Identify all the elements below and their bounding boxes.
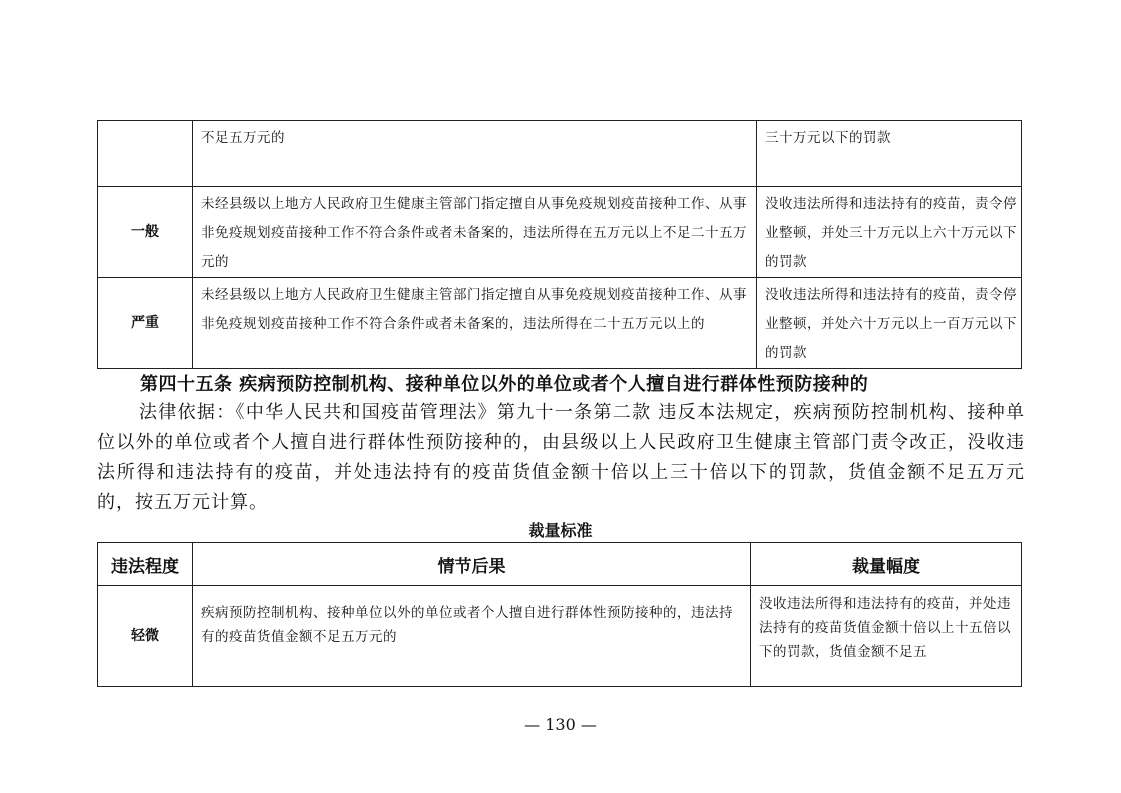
article-body: 法律依据：《中华人民共和国疫苗管理法》第九十一条第二款 违反本法规定，疾病预防控制机构、接种单位以外的单位或者个人擅自进行群体性预防接种的，由县级以上人民政府卫生健康主管部门责令改正，没收违法所得和违法持有的疫苗，并处违法持有的疫苗货值金额十倍以上三十倍以下的罚款，货值金额不足五万元的，按五万元计算。 [97, 402, 1025, 513]
header-penalty: 裁量幅度 [751, 543, 1022, 586]
table-row [98, 187, 1022, 278]
table-row [98, 121, 1022, 187]
penalty-cell [751, 586, 1022, 687]
article-title: 第四十五条 疾病预防控制机构、接种单位以外的单位或者个人擅自进行群体性预防接种的 [140, 374, 869, 395]
penalty-table-continued [97, 120, 1022, 369]
header-severity: 违法程度 [98, 543, 193, 586]
penalty-cell: 没收违法所得和违法持有的疫苗，责令停业整顿，并处六十万元以上一百万元以下的罚款 [757, 278, 1022, 369]
page-number: — 130 — [524, 715, 597, 734]
severity-cell: 严重 [98, 278, 193, 369]
table-header-row [98, 543, 1022, 586]
header-circumstance: 情节后果 [193, 543, 751, 586]
penalty-text: 没收违法所得和违法持有的疫苗，并处违法持有的疫苗货值金额十倍以上十五倍以下的罚款，货值金额不足五 [759, 596, 1011, 660]
circumstance-cell: 未经县级以上地方人民政府卫生健康主管部门指定擅自从事免疫规划疫苗接种工作、从事非免疫规划疫苗接种工作不符合条件或者未备案的，违法所得在二十五万元以上的 [193, 278, 757, 369]
severity-cell: 一般 [98, 187, 193, 278]
penalty-cell: 三十万元以下的罚款 [757, 121, 1022, 187]
table-row [98, 278, 1022, 369]
standard-title: 裁量标准 [528, 521, 593, 540]
circumstance-cell: 不足五万元的 [193, 121, 757, 187]
severity-cell: 轻微 [98, 586, 193, 687]
circumstance-cell: 疾病预防控制机构、接种单位以外的单位或者个人擅自进行群体性预防接种的，违法持有的疫苗货值金额不足五万元的 [193, 586, 751, 687]
penalty-cell: 没收违法所得和违法持有的疫苗，责令停业整顿，并处三十万元以上六十万元以下的罚款 [757, 187, 1022, 278]
discretion-standard-table [97, 542, 1022, 687]
table-row [98, 586, 1022, 687]
circumstance-cell: 未经县级以上地方人民政府卫生健康主管部门指定擅自从事免疫规划疫苗接种工作、从事非免疫规划疫苗接种工作不符合条件或者未备案的，违法所得在五万元以上不足二十五万元的 [193, 187, 757, 278]
severity-cell [98, 121, 193, 187]
